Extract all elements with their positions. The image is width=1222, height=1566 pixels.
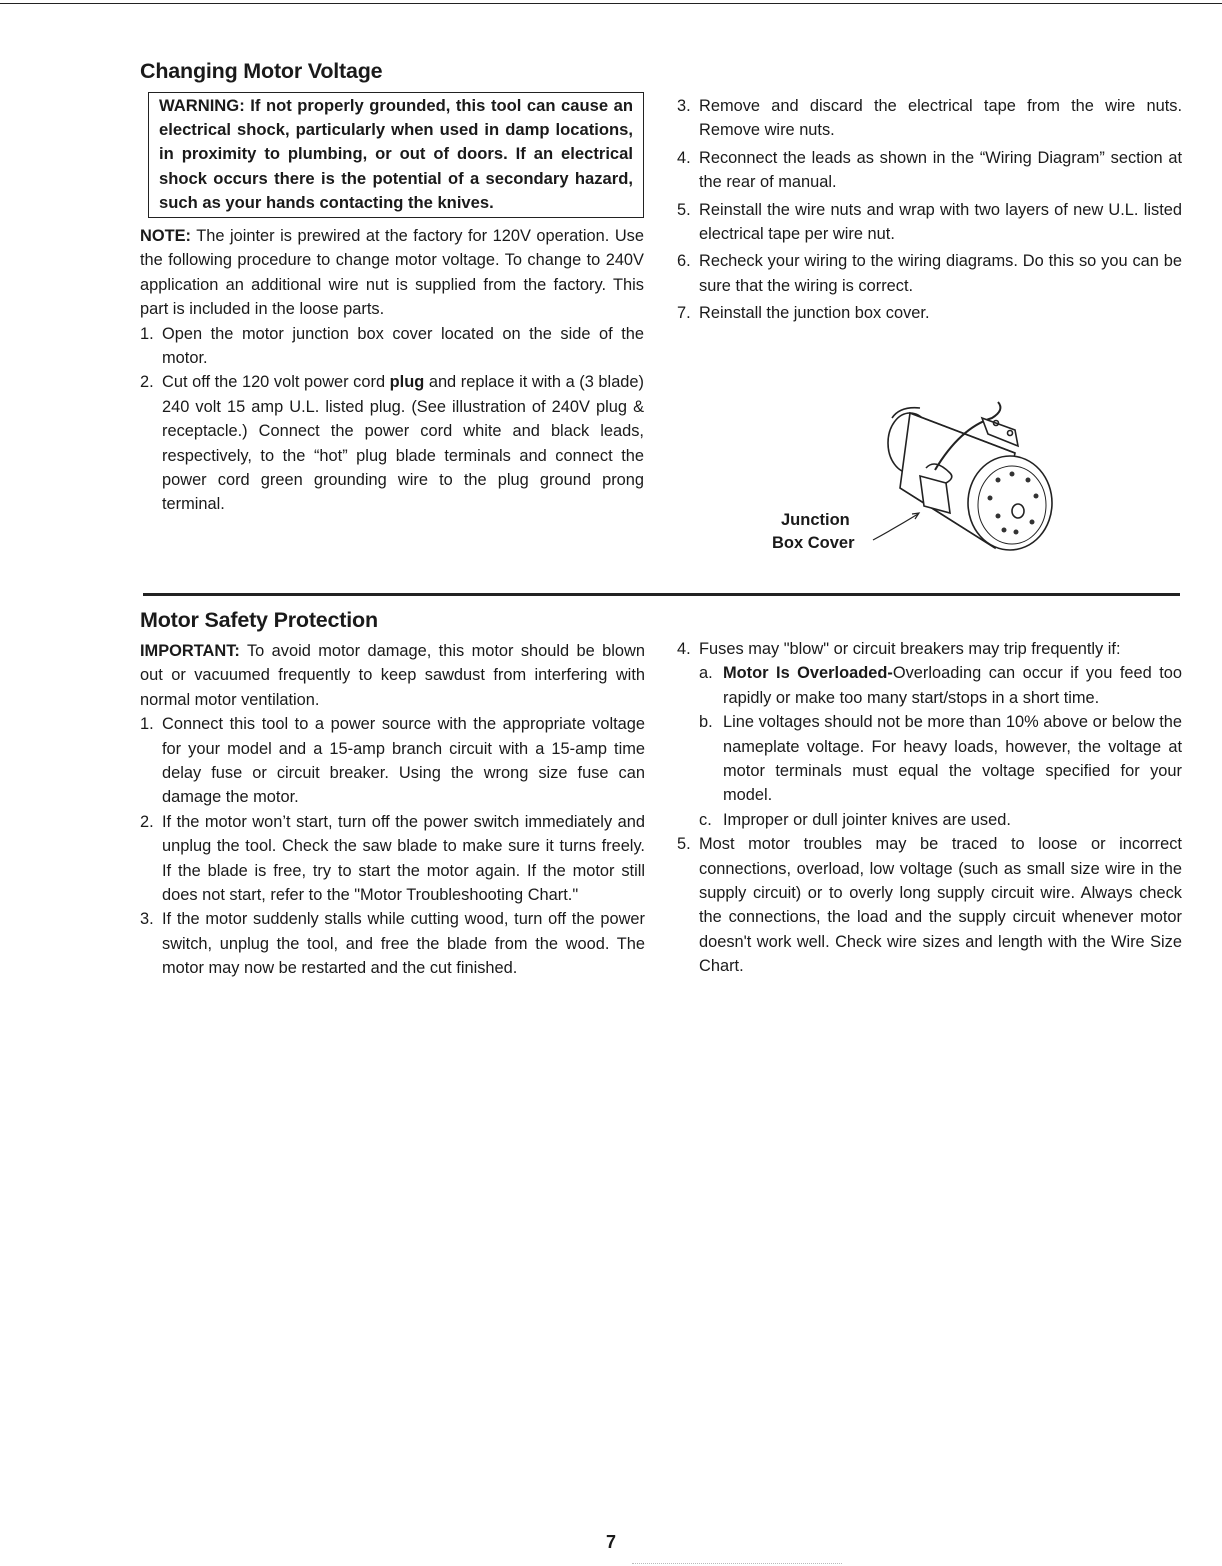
step-number: 1. [140,715,154,734]
step-text: If the motor suddenly stalls while cutting wood, turn off the power switch, unplug the tool, and free the blade from the wood. The motor may now be restarted and the cut finished. [162,910,645,978]
step-number: 5. [677,200,691,219]
motor-junction-box-figure [760,388,1060,573]
step-7 [677,301,1182,325]
step-text: Connect this tool to a power source with the appropriate voltage for your model and a 15-amp branch circuit with a 15-amp time delay fuse or circuit breaker. Using the wrong size fuse can damage the motor. [162,715,645,807]
note-label: NOTE: [140,227,191,246]
section-motor-safety-right [677,637,1182,979]
step-number: 4. [677,640,691,658]
safety-step-4 [677,637,1182,661]
step-text: Reinstall the junction box cover. [699,304,930,323]
step-text: Cut off the 120 volt power cord plug and replace it with a (3 blade) 240 volt 15 amp U.L. listed plug. (See illustration of 240V plug & receptacle.) Connect the power cord white and black leads, respectively, to the “hot” plug blade terminals and connect the power cord green grounding wire to the plug ground prong terminal. [162,373,644,514]
step-6 [677,249,1182,298]
sub-letter: b. [699,713,713,732]
step-number: 6. [677,252,691,271]
sub-letter: a. [699,664,713,683]
sub-item-a [699,661,1182,710]
sub-letter: c. [699,810,712,829]
motor-front-face [968,456,1052,550]
safety-step-3 [140,907,645,980]
step-number: 1. [140,324,154,343]
safety-step-2 [140,810,645,908]
plug-bold: plug [389,373,425,392]
step-number: 3. [677,97,691,115]
step-text: If the motor won’t start, turn off the power switch immediately and unplug the tool. Check the saw blade to make sure it turns freely. If the blade is free, try to start the motor again. If the motor still does not start, refer to the "Motor Troubleshooting Chart." [162,812,645,905]
safety-step-1 [140,712,645,810]
important-paragraph: IMPORTANT: To avoid motor damage, this motor should be blown out or vacuumed frequently to keep sawdust from interfering with normal motor ventilation. [140,642,645,709]
step-4 [677,146,1182,195]
section-title-changing-motor-voltage: Changing Motor Voltage [140,59,383,83]
sub-text: Line voltages should not be more than 10% above or below the nameplate voltage. For heavy loads, however, the voltage at motor terminals must equal the voltage specified for your model. [723,713,1182,805]
step-5 [677,198,1182,247]
warning-box: WARNING: If not properly grounded, this tool can cause an electrical shock, particularly when used in damp locations, in proximity to plumbing, or out of doors. If an electrical shock occurs there is the potential of a secondary hazard, such as your hands contacting the knives. [148,92,644,218]
step-number: 4. [677,148,691,167]
sub-text: Improper or dull jointer knives are used. [723,810,1011,829]
step-number: 3. [140,910,154,929]
step-text: Recheck your wiring to the wiring diagrams. Do this so you can be sure that the wiring is correct. [699,252,1182,295]
scan-artifact-line [632,1563,842,1564]
step-text: Fuses may "blow" or circuit breakers may trip frequently if: [699,640,1121,658]
important-label: IMPORTANT: [140,642,240,660]
page-number: 7 [605,1532,616,1552]
section-changing-voltage-right [677,94,1182,326]
sub-item-b [699,710,1182,808]
step-2 [140,370,644,516]
step-number: 2. [140,373,154,392]
junction-box-cover-label: Junction Box Cover [772,511,855,552]
step-number: 7. [677,304,691,323]
step-text: Open the motor junction box cover located on the side of the motor. [162,324,644,368]
step-3 [677,94,1182,143]
step-text: Remove and discard the electrical tape from the wire nuts. Remove wire nuts. [699,97,1182,140]
section-title-motor-safety-protection: Motor Safety Protection [140,608,378,632]
safety-step-5 [677,832,1182,978]
step-text: Reinstall the wire nuts and wrap with two layers of new U.L. listed electrical tape per wire nut. [699,200,1182,244]
section-divider [143,593,1180,596]
section-motor-safety-left [140,607,645,981]
step-number: 5. [677,835,691,854]
top-border-line [0,3,1222,4]
overloaded-bold: Motor Is Overloaded- [723,664,893,683]
step-text: Most motor troubles may be traced to loose or incorrect connections, overload, low voltage (such as small size wire in the supply circuit) or to overly long supply circuit wire. Always check the connections, the load and the supply circuit whenever motor doesn't work well. Check wire sizes and length with the Wire Size Chart. [699,835,1182,976]
step-text: Reconnect the leads as shown in the “Wiring Diagram” section at the rear of manual. [699,148,1182,192]
note-text: The jointer is prewired at the factory for 120V operation. Use the following procedure to change motor voltage. To change to 240V application an additional wire nut is supplied from the factory. This part is included in the loose parts. [140,227,644,319]
sub-item-c [699,808,1182,832]
note-paragraph [140,224,644,322]
section-changing-voltage-left [140,58,644,517]
sub-text: Motor Is Overloaded-Overloading can occur if you feed too rapidly or make too many start/stops in a short time. [723,664,1182,707]
step-1 [140,322,644,371]
step-number: 2. [140,812,154,831]
